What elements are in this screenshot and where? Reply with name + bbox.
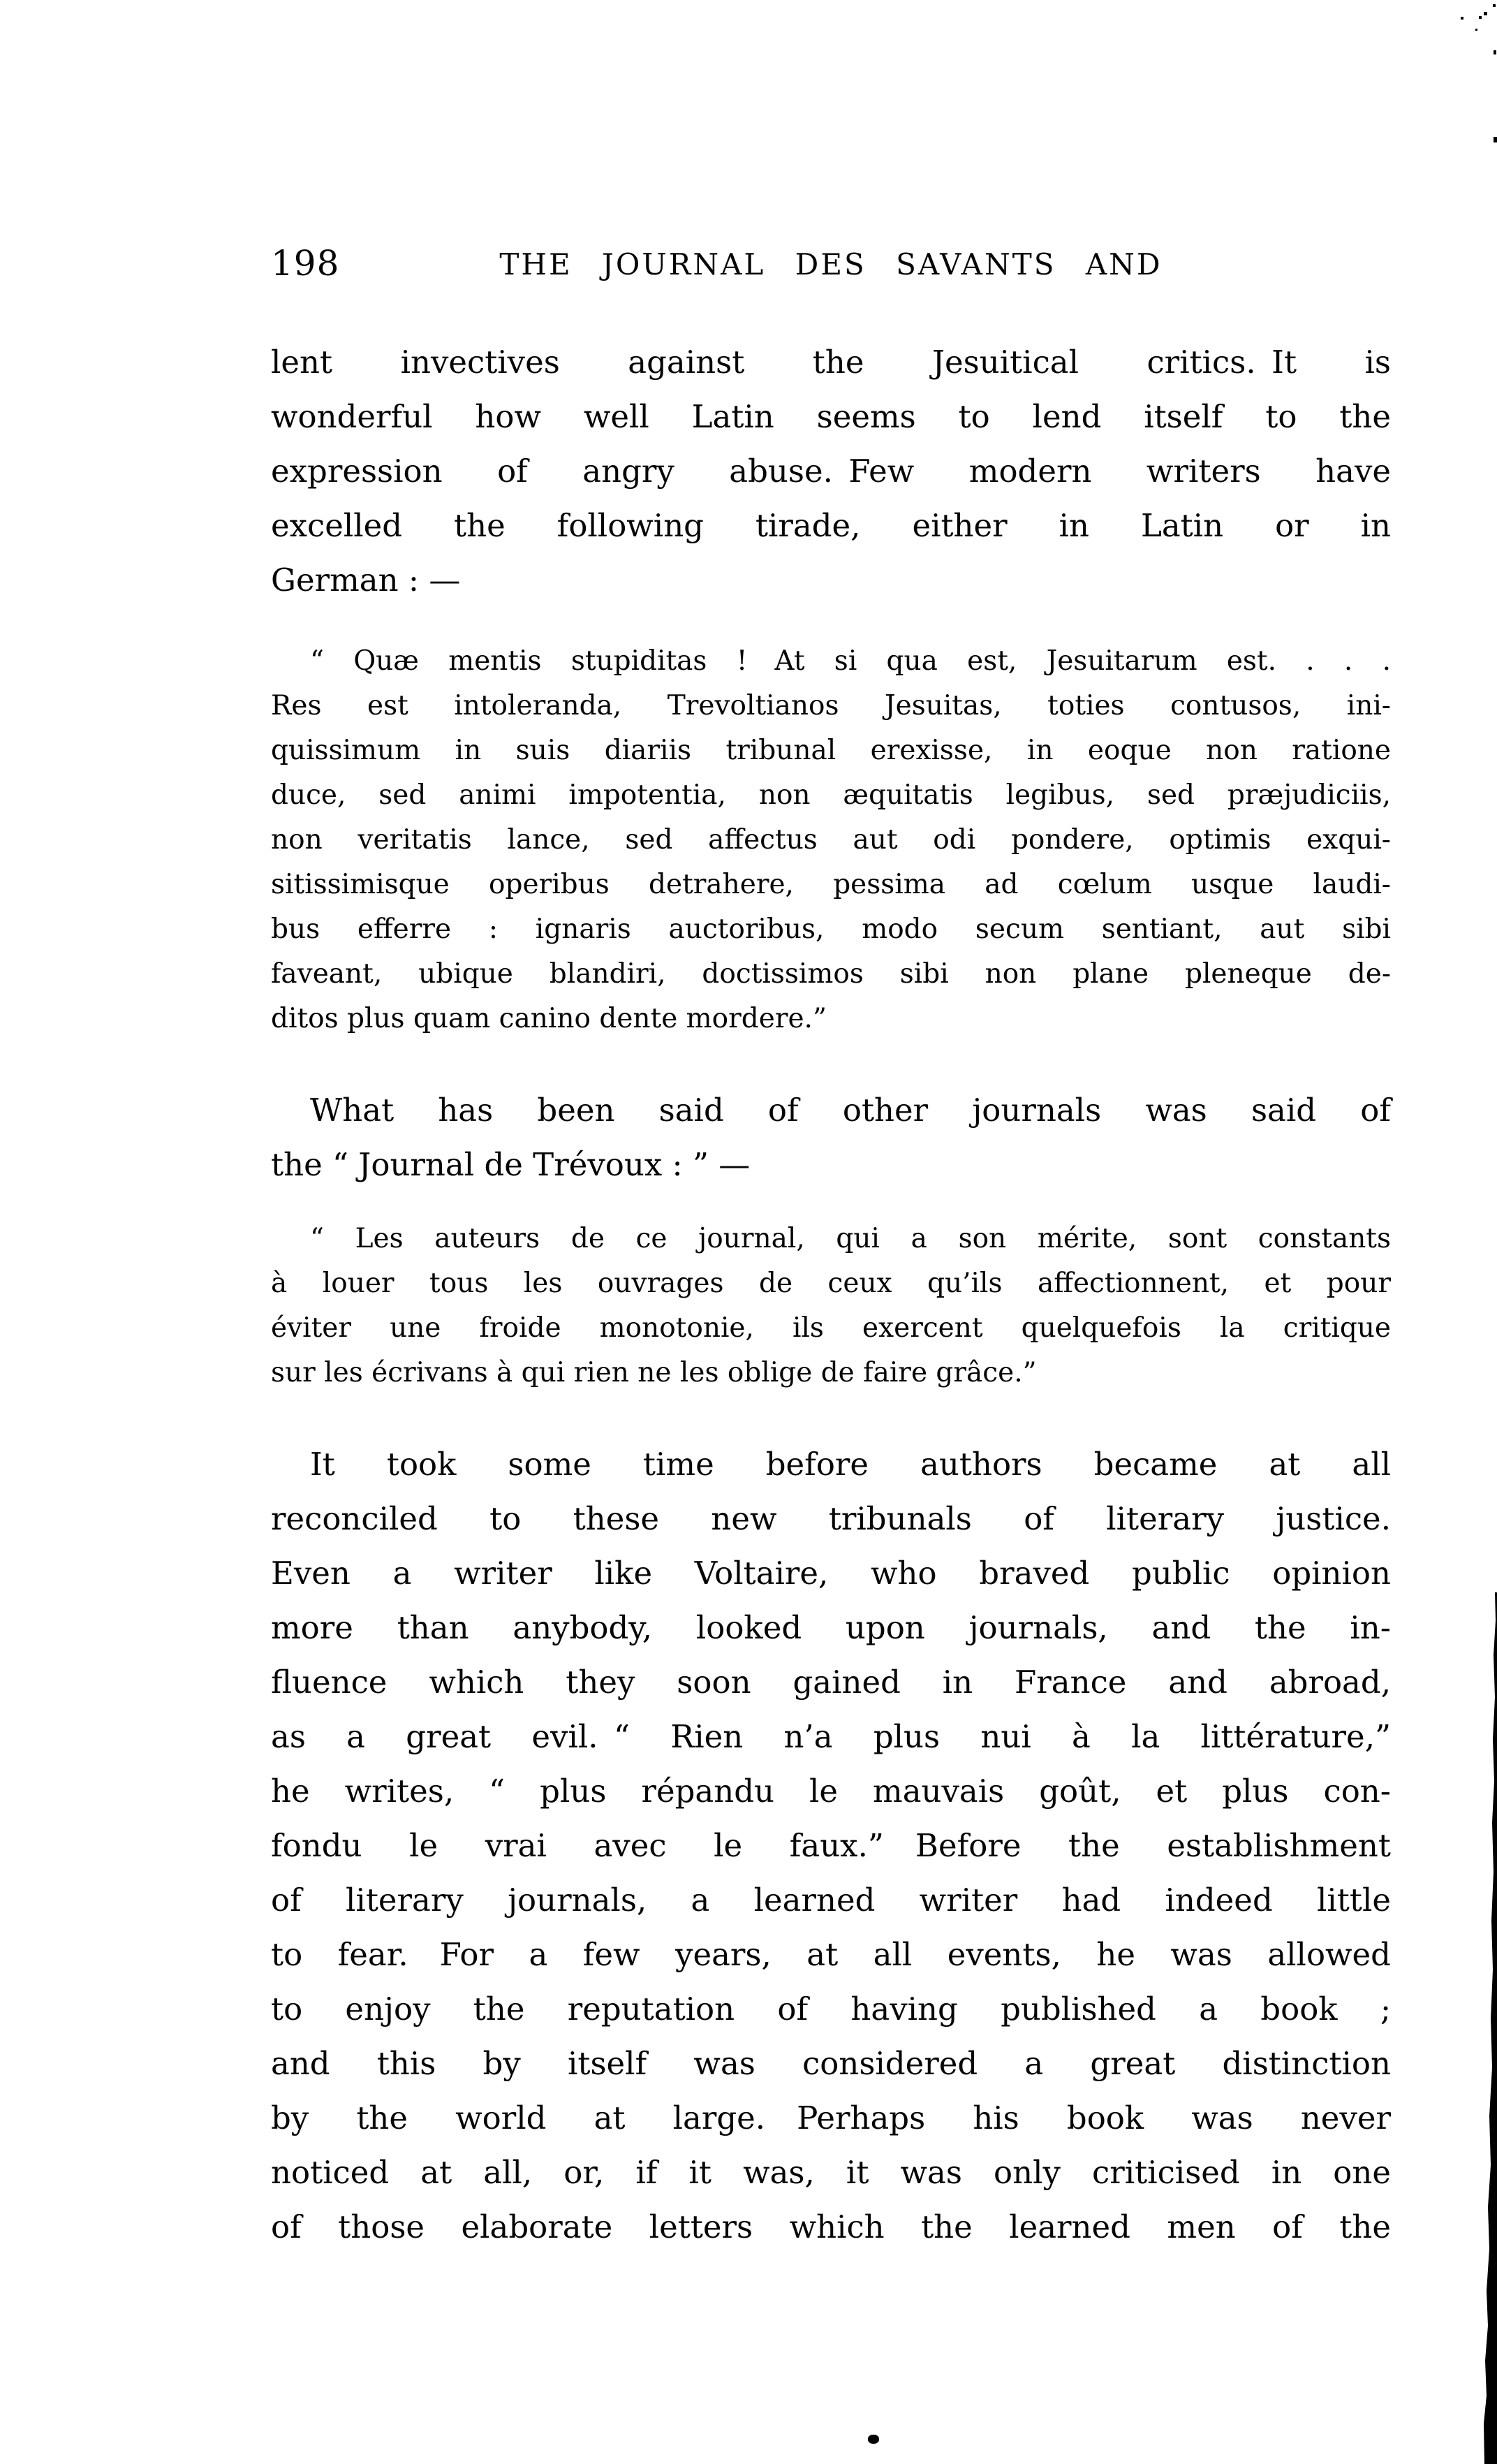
text-line: bus efferre : ignaris auctoribus, modo secum sentiant, aut sibi [271, 914, 1391, 945]
scan-speck [1475, 29, 1477, 31]
running-header-title: THE JOURNAL DES SAVANTS AND [499, 247, 1163, 281]
text-line: and this by itself was considered a great distinction [271, 2045, 1391, 2082]
page-number: 198 [271, 243, 340, 284]
page-body [271, 335, 1391, 2254]
text-line: of those elaborate letters which the learned men of the [271, 2208, 1391, 2245]
text-line: expression of angry abuse. Few modern writers have [271, 453, 1391, 490]
text-line: fluence which they soon gained in France and abroad, [271, 1664, 1391, 1701]
text-line: as a great evil. “ Rien n’a plus nui à la littérature,” [271, 1718, 1391, 1755]
scan-speck [1493, 4, 1496, 7]
text-line: of literary journals, a learned writer had indeed little [271, 1882, 1391, 1919]
paragraph-journal-de-trevoux [271, 1083, 1391, 1192]
text-line: lent invectives against the Jesuitical critics. It is [271, 344, 1391, 381]
text-line: It took some time before authors became at all [310, 1446, 1391, 1483]
text-line: sur les écrivans à qui rien ne les oblige de faire grâce.” [271, 1357, 1037, 1388]
text-line: sitissimisque operibus detrahere, pessima ad cœlum usque laudi- [271, 869, 1391, 900]
french-blockquote [271, 1217, 1391, 1395]
text-line: non veritatis lance, sed affectus aut odi pondere, optimis exqui- [271, 824, 1391, 856]
scan-speck [1479, 16, 1482, 19]
scan-speck [1461, 17, 1463, 20]
text-line: à louer tous les ouvrages de ceux qu’ils affectionnent, et pour [271, 1268, 1391, 1299]
text-line: he writes, “ plus répandu le mauvais goût, et plus con- [271, 1773, 1391, 1810]
text-line: by the world at large. Perhaps his book was never [271, 2099, 1391, 2136]
latin-blockquote [271, 639, 1391, 1041]
text-line: noticed at all, or, if it was, it was only criticised in one [271, 2154, 1391, 2191]
scan-artifact-right-edge [1480, 1592, 1497, 2464]
scan-artifact-shape [1480, 1592, 1497, 2464]
text-line: to enjoy the reputation of having published a book ; [271, 1990, 1391, 2027]
text-line: more than anybody, looked upon journals, and the in- [271, 1609, 1391, 1646]
paragraph-it-took-some-time [271, 1437, 1391, 2254]
text-line: to fear. For a few years, at all events, he was allowed [271, 1936, 1391, 1973]
text-line: What has been said of other journals was said of [310, 1092, 1391, 1129]
text-line: “ Quæ mentis stupiditas ! At si qua est, Jesuitarum est. . . . [310, 645, 1391, 677]
text-line: duce, sed animi impotentia, non æquitatis legibus, sed præjudiciis, [271, 779, 1391, 811]
text-line: “ Les auteurs de ce journal, qui a son mérite, sont constants [310, 1223, 1391, 1254]
scan-speck [1484, 12, 1487, 15]
scan-speck [1494, 50, 1496, 54]
text-line: wonderful how well Latin seems to lend itself to the [271, 398, 1391, 435]
text-line: the “ Journal de Trévoux : ” — [271, 1146, 751, 1183]
text-line: ditos plus quam canino dente mordere.” [271, 1003, 827, 1034]
text-line: Res est intoleranda, Trevoltianos Jesuitas, toties contusos, ini- [271, 690, 1391, 721]
text-line: reconciled to these new tribunals of literary justice. [271, 1500, 1391, 1537]
running-header [271, 243, 1391, 285]
text-line: éviter une froide monotonie, ils exercent quelquefois la critique [271, 1312, 1391, 1344]
paragraph-continuation [271, 335, 1391, 608]
text-line: excelled the following tirade, either in Latin or in [271, 507, 1391, 544]
scan-speck [1494, 137, 1497, 142]
text-line: faveant, ubique blandiri, doctissimos sibi non plane pleneque de- [271, 958, 1391, 990]
text-line: Even a writer like Voltaire, who braved public opinion [271, 1555, 1391, 1592]
text-line: fondu le vrai avec le faux.” Before the establishment [271, 1827, 1391, 1864]
text-line: quissimum in suis diariis tribunal erexisse, in eoque non ratione [271, 735, 1391, 766]
text-line: German : — [271, 562, 461, 599]
printers-mark-dot [868, 2435, 879, 2444]
